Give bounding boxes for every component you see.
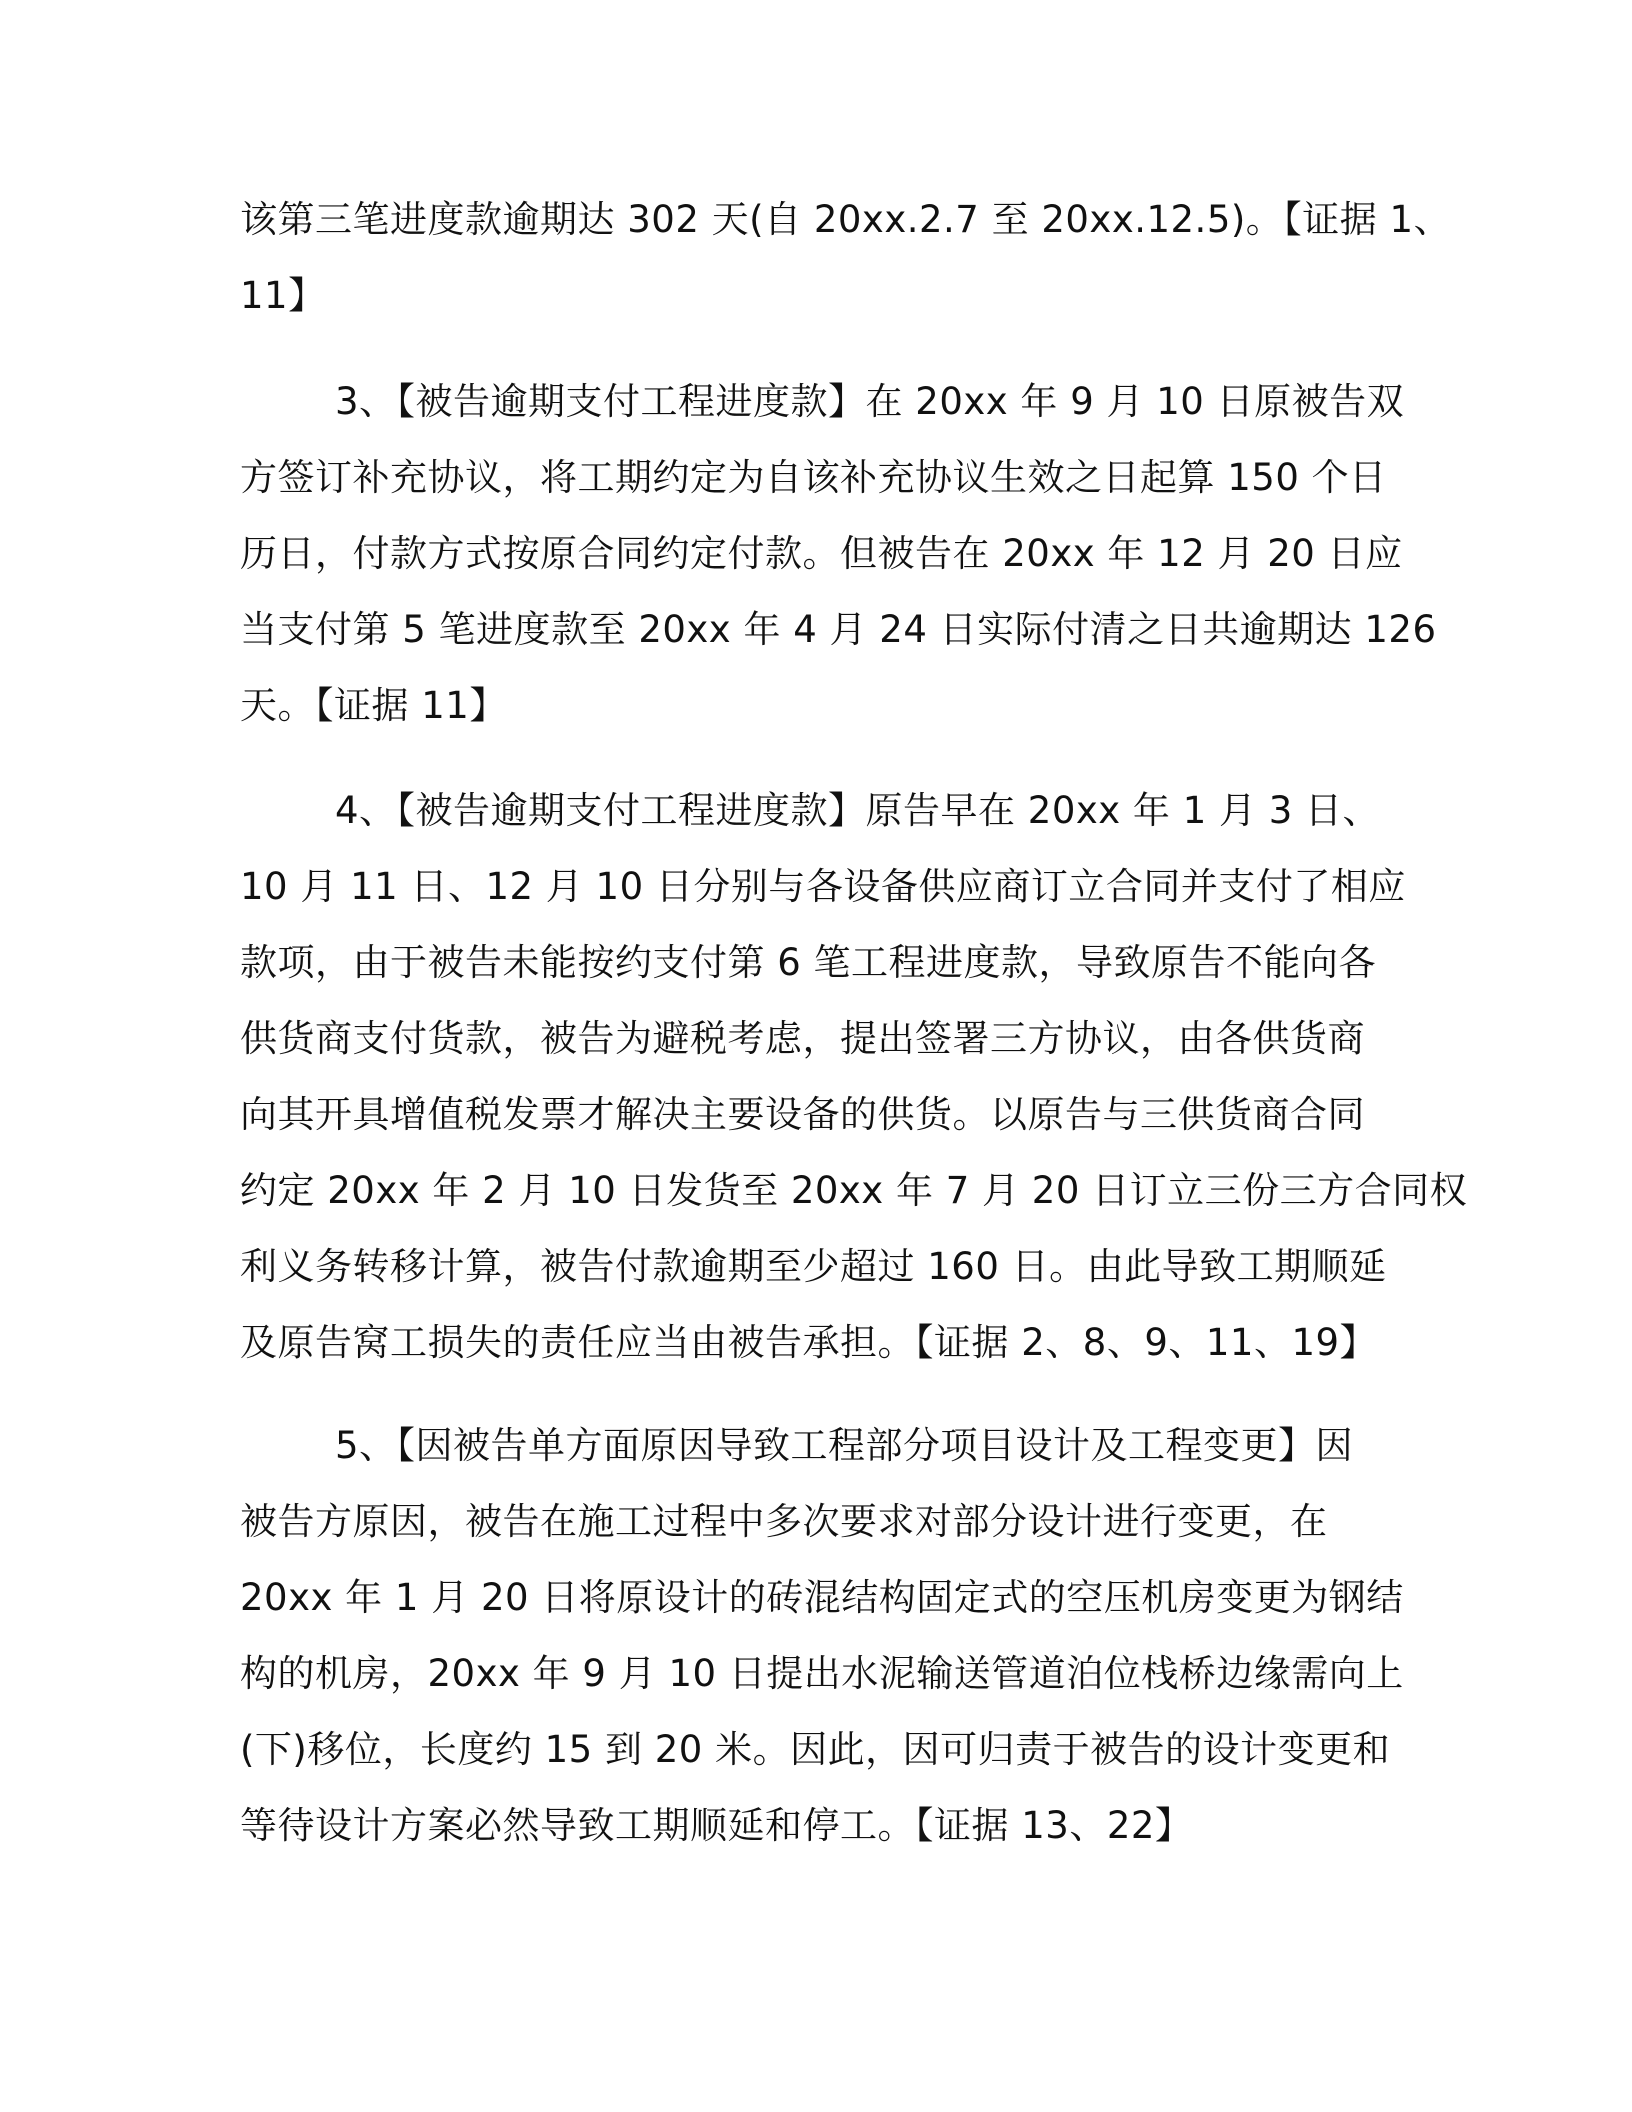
text-line: 该第三笔进度款逾期达 302 天(自 20xx.2.7 至 20xx.12.5)。【证据 1、: [240, 198, 1452, 241]
text-line: 11】: [240, 274, 326, 317]
text-line: 利义务转移计算，被告付款逾期至少超过 160 日。由此导致工期顺延: [240, 1245, 1387, 1288]
text-line: 向其开具增值税发票才解决主要设备的供货。以原告与三供货商合同: [240, 1093, 1365, 1136]
text-line: (下)移位，长度约 15 到 20 米。因此，因可归责于被告的设计变更和: [240, 1728, 1391, 1771]
text-line: 4、【被告逾期支付工程进度款】原告早在 20xx 年 1 月 3 日、: [335, 789, 1381, 832]
text-line: 等待设计方案必然导致工期顺延和停工。【证据 13、22】: [240, 1804, 1193, 1847]
text-line: 约定 20xx 年 2 月 10 日发货至 20xx 年 7 月 20 日订立三份三方合同权: [240, 1169, 1468, 1212]
text-line: 款项，由于被告未能按约支付第 6 笔工程进度款，导致原告不能向各: [240, 941, 1377, 984]
text-line: 方签订补充协议，将工期约定为自该补充协议生效之日起算 150 个日: [240, 456, 1387, 499]
text-line: 当支付第 5 笔进度款至 20xx 年 4 月 24 日实际付清之日共逾期达 126: [240, 608, 1437, 651]
text-line: 被告方原因，被告在施工过程中多次要求对部分设计进行变更，在: [240, 1500, 1328, 1543]
text-line: 供货商支付货款，被告为避税考虑，提出签署三方协议，由各供货商: [240, 1017, 1365, 1060]
text-line: 20xx 年 1 月 20 日将原设计的砖混结构固定式的空压机房变更为钢结: [240, 1576, 1404, 1619]
text-line: 10 月 11 日、12 月 10 日分别与各设备供应商订立合同并支付了相应: [240, 865, 1406, 908]
text-line: 及原告窝工损失的责任应当由被告承担。【证据 2、8、9、11、19】: [240, 1321, 1378, 1364]
text-line: 5、【因被告单方面原因导致工程部分项目设计及工程变更】因: [335, 1424, 1354, 1467]
text-line: 3、【被告逾期支付工程进度款】在 20xx 年 9 月 10 日原被告双: [335, 380, 1405, 423]
text-line: 天。【证据 11】: [240, 684, 507, 727]
text-line: 构的机房，20xx 年 9 月 10 日提出水泥输送管道泊位栈桥边缘需向上: [240, 1652, 1404, 1695]
text-line: 历日，付款方式按原合同约定付款。但被告在 20xx 年 12 月 20 日应: [240, 532, 1403, 575]
